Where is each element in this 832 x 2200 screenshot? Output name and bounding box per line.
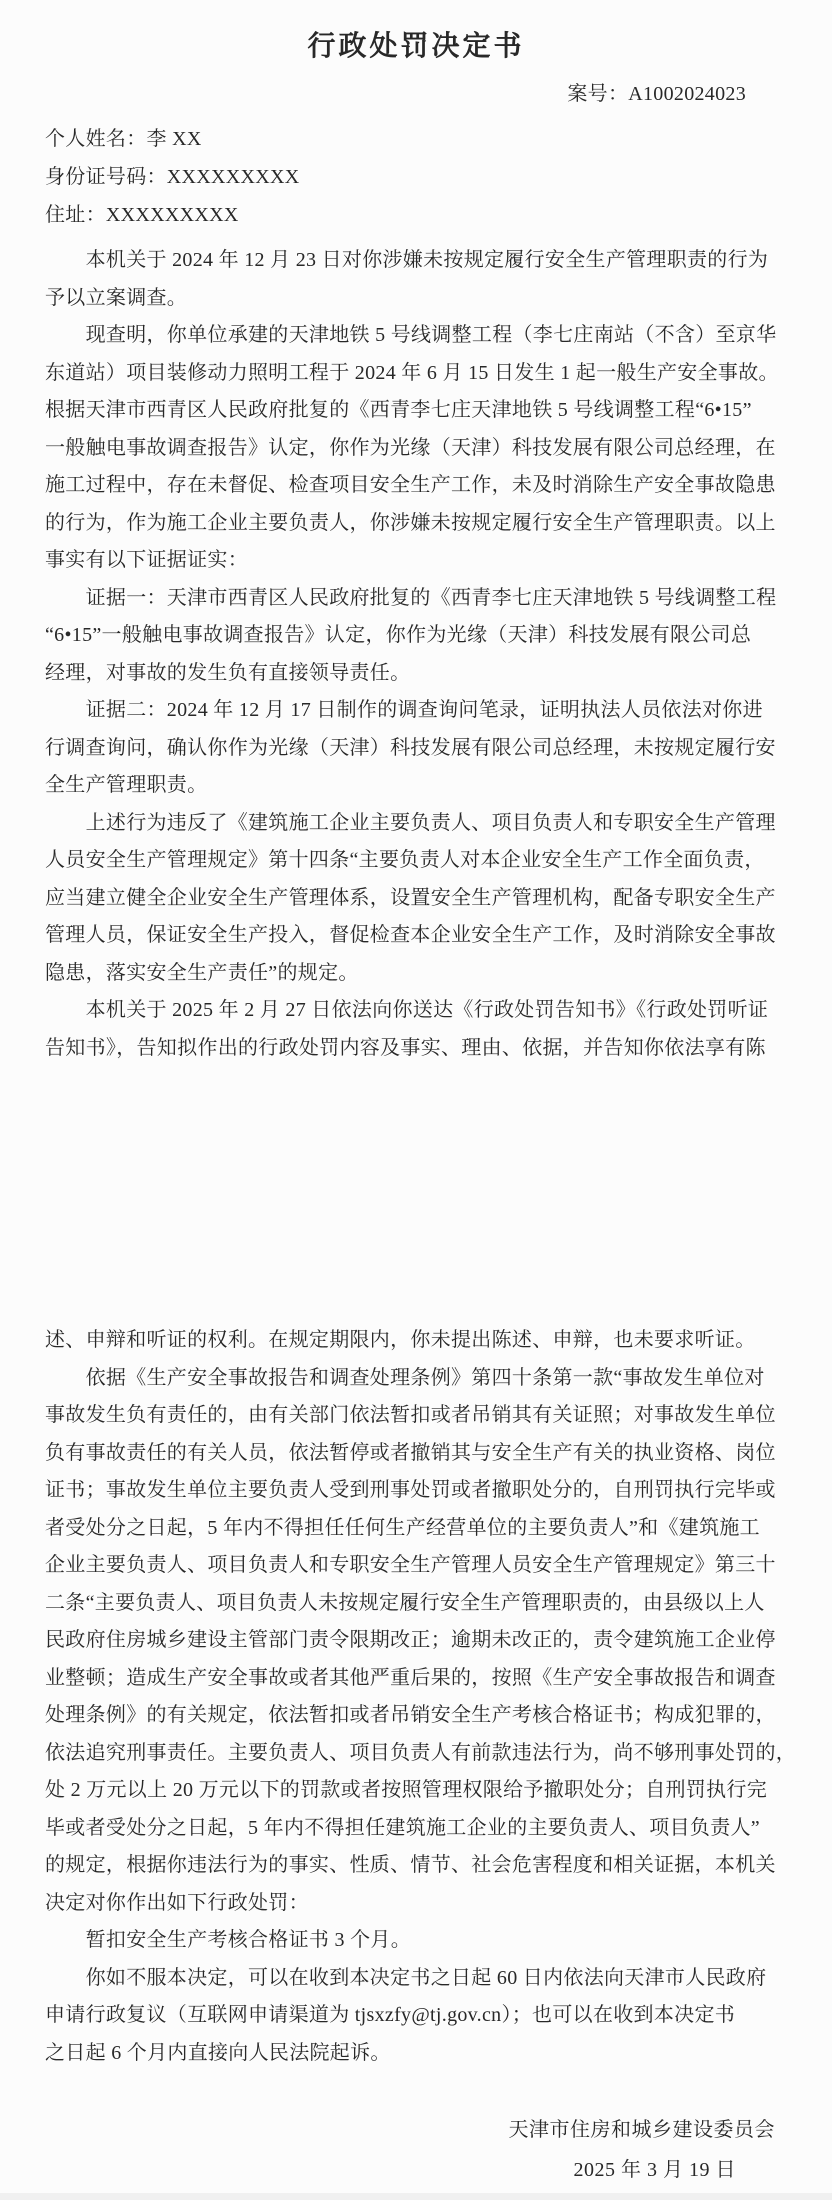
case-number-value: A1002024023 (628, 83, 746, 105)
document-line: 人员安全生产管理规定》第十四条“主要负责人对本企业安全生产工作全面负责， (45, 849, 765, 871)
document-line: 的规定，根据你违法行为的事实、性质、情节、社会危害程度和相关证据，本机关 (45, 1854, 776, 1876)
document-line: 告知书》，告知拟作出的行政处罚内容及事实、理由、依据，并告知你依法享有陈 (45, 1036, 766, 1059)
document-line: 上述行为违反了《建筑施工企业主要负责人、项目负责人和专职安全生产管理 (45, 811, 776, 834)
person-id-line: 身份证号码：XXXXXXXXX (45, 166, 300, 188)
case-number-line (0, 80, 832, 108)
document-line: 本机关于 2025 年 2 月 27 日依法向你送达《行政处罚告知书》《行政处罚听证 (45, 999, 769, 1021)
document-line: 一般触电事故调查报告》认定，你作为光缘（天津）科技发展有限公司总经理，在 (45, 436, 776, 459)
document-line: 处理条例》的有关规定，依法暂扣或者吊销安全生产考核合格证书；构成犯罪的， (45, 1704, 776, 1726)
document-line: 决定对你作出如下行政处罚： (45, 1891, 309, 1914)
document-line: 行调查询问，确认你作为光缘（天津）科技发展有限公司总经理，未按规定履行安 (45, 736, 776, 759)
document-line: 施工过程中，存在未督促、检查项目安全生产工作，未及时消除生产安全事故隐患 (45, 474, 776, 496)
document-line: 根据天津市西青区人民政府批复的《西青李七庄天津地铁 5 号线调整工程“6•15” (45, 399, 752, 421)
document-line: 经理，对事故的发生负有直接领导责任。 (45, 661, 411, 684)
case-number-label: 案号： (567, 83, 629, 105)
document-line: 事故发生负有责任的，由有关部门依法暂扣或者吊销其有关证照；对事故发生单位 (45, 1404, 776, 1426)
signature-block (0, 2110, 832, 2190)
document-line: 本机关于 2024 年 12 月 23 日对你涉嫌未按规定履行安全生产管理职责的行为 (45, 249, 769, 271)
document-line: 你如不服本决定，可以在收到本决定书之日起 60 日内依法向天津市人民政府 (45, 1966, 767, 1989)
person-name-line: 个人姓名：李 XX (45, 128, 202, 150)
person-info-block (0, 120, 832, 234)
body-text-page1 (0, 242, 832, 1067)
document-line: 事实有以下证据证实： (45, 549, 248, 571)
person-address-line: 住址：XXXXXXXXX (45, 204, 239, 226)
document-line: 证据一：天津市西青区人民政府批复的《西青李七庄天津地铁 5 号线调整工程 (45, 586, 777, 609)
document-line: 依法追究刑事责任。主要负责人、项目负责人有前款违法行为，尚不够刑事处罚的， (45, 1741, 797, 1764)
issuing-agency: 天津市住房和城乡建设委员会 (508, 2119, 775, 2141)
document-line: 业整顿；造成生产安全事故或者其他严重后果的，按照《生产安全事故报告和调查 (45, 1666, 776, 1689)
document-line: 之日起 6 个月内直接向人民法院起诉。 (45, 2041, 391, 2064)
document-line: 企业主要负责人、项目负责人和专职安全生产管理人员安全生产管理规定》第三十 (45, 1554, 776, 1576)
document-line: 申请行政复议（互联网申请渠道为 tjsxzfy@tj.gov.cn）；也可以在收到本决定书 (45, 2004, 736, 2026)
page-break-gap (0, 1067, 832, 1314)
document-line: 证据二：2024 年 12 月 17 日制作的调查询问笔录，证明执法人员依法对你进 (45, 699, 763, 721)
document-line: “6•15”一般触电事故调查报告》认定，你作为光缘（天津）科技发展有限公司总 (45, 624, 752, 646)
document-title: 行政处罚决定书 (307, 31, 525, 62)
document-line: 管理人员，保证安全生产投入，督促检查本企业安全生产工作，及时消除安全事故 (45, 924, 776, 946)
document-line: 负有事故责任的有关人员，依法暂停或者撤销其与安全生产有关的执业资格、岗位 (45, 1441, 776, 1464)
document-line: 现查明，你单位承建的天津地铁 5 号线调整工程（李七庄南站（不含）至京华 (45, 324, 777, 346)
document-line: 的行为，作为施工企业主要负责人，你涉嫌未按规定履行安全生产管理职责。以上 (45, 511, 776, 534)
body-text-page2 (0, 1322, 832, 2072)
document-line: 应当建立健全企业安全生产管理体系，设置安全生产管理机构，配备专职安全生产 (45, 886, 776, 909)
issue-date: 2025 年 3 月 19 日 (573, 2159, 736, 2181)
document-line: 二条“主要负责人、项目负责人未按规定履行安全生产管理职责的，由县级以上人 (45, 1591, 765, 1614)
document-line: 东道站）项目装修动力照明工程于 2024 年 6 月 15 日发生 1 起一般生产安全事故。 (45, 361, 779, 384)
document-line: 毕或者受处分之日起，5 年内不得担任建筑施工企业的主要负责人、项目负责人” (45, 1816, 760, 1839)
document-line: 者受处分之日起，5 年内不得担任任何生产经营单位的主要负责人”和《建筑施工 (45, 1516, 760, 1539)
document-line: 隐患，落实安全生产责任”的规定。 (45, 961, 359, 984)
document-line: 依据《生产安全事故报告和调查处理条例》第四十条第一款“事故发生单位对 (45, 1366, 765, 1389)
document-line: 处 2 万元以上 20 万元以下的罚款或者按照管理权限给予撤职处分；自刑罚执行完 (45, 1779, 767, 1801)
document-line: 予以立案调查。 (45, 286, 188, 309)
document-line: 民政府住房城乡建设主管部门责令限期改正；逾期未改正的，责令建筑施工企业停 (45, 1629, 776, 1651)
document-line: 述、申辩和听证的权利。在规定期限内，你未提出陈述、申辩，也未要求听证。 (45, 1329, 756, 1351)
document-line: 全生产管理职责。 (45, 774, 208, 796)
document-line: 证书；事故发生单位主要负责人受到刑事处罚或者撤职处分的，自刑罚执行完毕或 (45, 1479, 776, 1501)
document-line: 暂扣安全生产考核合格证书 3 个月。 (45, 1929, 411, 1951)
